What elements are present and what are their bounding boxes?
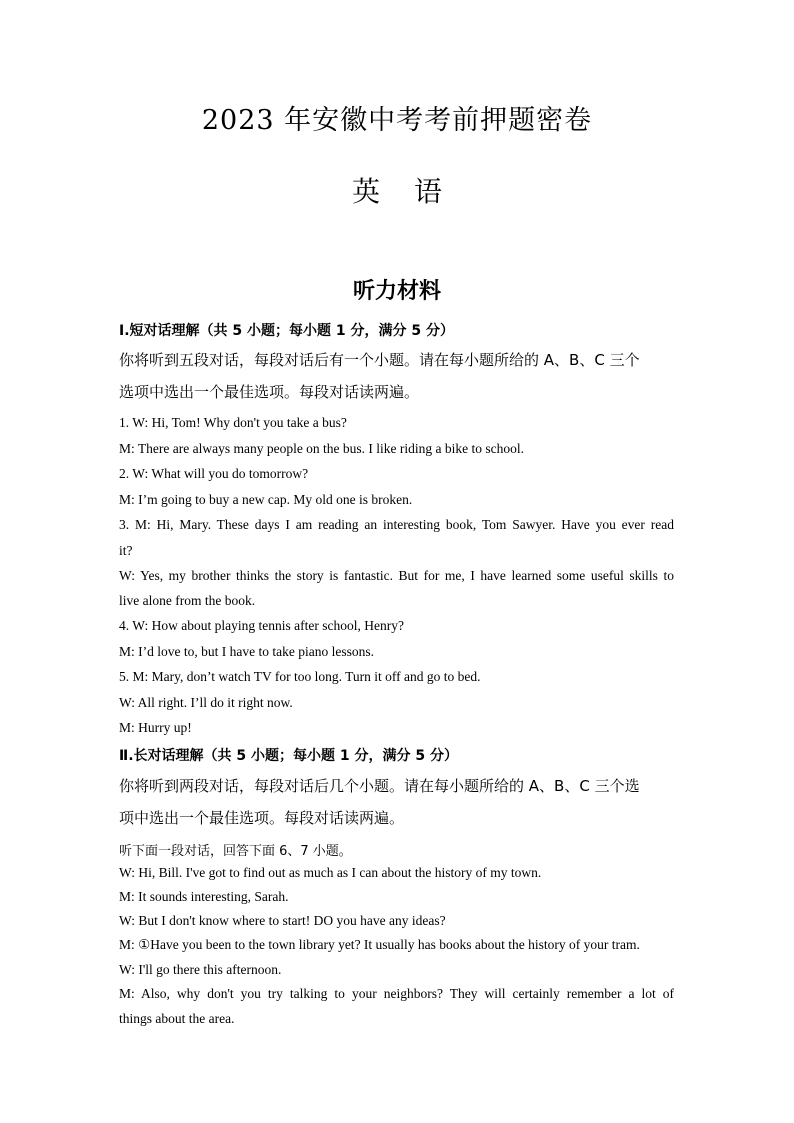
dialogue-line: M: I’m going to buy a new cap. My old one is broken. — [119, 492, 413, 507]
circled-number-mark: ① — [138, 937, 151, 953]
dialogue-line: M: I’d love to, but I have to take piano lessons. — [119, 644, 374, 659]
dialogue-line: W: Hi, Bill. I've got to find out as much as I can about the history of my town. — [119, 865, 542, 880]
subject-char-2: 语 — [414, 175, 443, 208]
dialogue-line: 5. M: Mary, don’t watch TV for too long. Turn it off and go to bed. — [119, 669, 481, 684]
part2-instruction-line-1: 你将听到两段对话，每段对话后几个小题。请在每小题所给的 A、B、C 三个选 — [119, 777, 640, 795]
dialogue-line-marked — [119, 937, 674, 953]
dialogue-line: 4. W: How about playing tennis after school, Henry? — [119, 618, 404, 633]
dialogue-line: 1. W: Hi, Tom! Why don't you take a bus? — [119, 415, 347, 430]
dialogue-line: M: It sounds interesting, Sarah. — [119, 889, 289, 904]
part1-heading: Ⅰ.短对话理解（共 5 小题；每小题 1 分，满分 5 分） — [119, 323, 454, 339]
subject-char-1: 英 — [351, 175, 380, 208]
subject-title — [0, 170, 794, 210]
dialogue-line: W: Yes, my brother thinks the story is fantastic. But for me, I have learned some useful skills to — [119, 568, 674, 583]
marked-sentence: Have you been to the town library yet? It usually has books about the history of your tram. — [150, 937, 640, 952]
dialogue-line: live alone from the book. — [119, 593, 256, 608]
document-title: 2023 年安徽中考考前押题密卷 — [201, 105, 593, 136]
section-title: 听力材料 — [352, 278, 441, 304]
part1-instruction-line-1: 你将听到五段对话，每段对话后有一个小题。请在每小题所给的 A、B、C 三个 — [119, 351, 640, 369]
dialogue-line: M: There are always many people on the bus. I like riding a bike to school. — [119, 441, 525, 456]
dialogue-line: M: Hurry up! — [119, 720, 192, 735]
dialogue-line: it? — [119, 543, 133, 558]
dialogue-line: 2. W: What will you do tomorrow? — [119, 466, 309, 481]
dialogue-line: 3. M: Hi, Mary. These days I am reading an interesting book, Tom Sawyer. Have you ever read — [119, 517, 674, 532]
part2-instruction-line-2: 项中选出一个最佳选项。每段对话读两遍。 — [119, 809, 405, 827]
speaker-prefix: M: — [119, 937, 139, 952]
dialogue-line: W: But I don't know where to start! DO you have any ideas? — [119, 913, 446, 928]
part1-instruction-line-2: 选项中选出一个最佳选项。每段对话读两遍。 — [119, 383, 420, 401]
dialogue-line: M: Also, why don't you try talking to your neighbors? They will certainly remember a lot of — [119, 986, 674, 1001]
part2-note: 听下面一段对话，回答下面 6、7 小题。 — [119, 844, 352, 859]
part2-heading: Ⅱ.长对话理解（共 5 小题；每小题 1 分，满分 5 分） — [119, 748, 459, 764]
dialogue-line: W: All right. I’ll do it right now. — [119, 695, 293, 710]
dialogue-line: things about the area. — [119, 1011, 235, 1026]
dialogue-line: W: I'll go there this afternoon. — [119, 962, 282, 977]
